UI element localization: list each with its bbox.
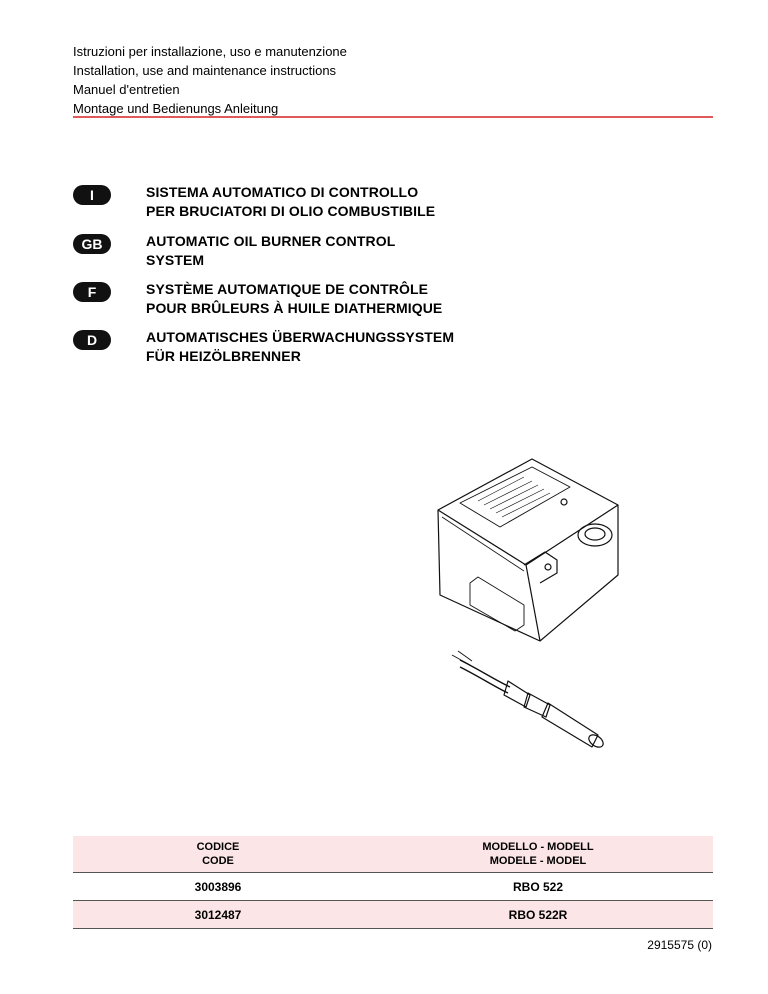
title-line: AUTOMATISCHES ÜBERWACHUNGSSYSTEM: [146, 329, 455, 345]
title-line: SYSTÈME AUTOMATIQUE DE CONTRÔLE: [146, 281, 429, 297]
title-line: FÜR HEIZÖLBRENNER: [146, 348, 301, 364]
language-badge-fr: F: [73, 282, 111, 302]
language-badge-gb: GB: [73, 234, 111, 254]
table-row: [73, 901, 713, 929]
header-text: CODE: [202, 855, 234, 867]
title-line: AUTOMATIC OIL BURNER CONTROL: [146, 233, 396, 249]
title-line: SYSTEM: [146, 252, 205, 268]
product-title-it: [146, 183, 435, 221]
header: [73, 42, 713, 118]
title-line: SISTEMA AUTOMATICO DI CONTROLLO: [146, 184, 419, 200]
product-title-de: [146, 328, 454, 366]
header-line-de: Montage und Bedienungs Anleitung: [73, 101, 279, 116]
header-divider: [73, 116, 713, 118]
column-header-code: [73, 840, 363, 868]
title-line: PER BRUCIATORI DI OLIO COMBUSTIBILE: [146, 203, 436, 219]
burner-control-illustration: [420, 455, 620, 755]
column-header-model: [363, 840, 713, 868]
model-cell: RBO 522R: [508, 907, 568, 922]
document-number: 2915575 (0): [647, 938, 712, 952]
header-text: MODELLO - MODELL: [482, 841, 594, 853]
language-badge-de: D: [73, 330, 111, 350]
header-line-fr: Manuel d'entretien: [73, 82, 180, 97]
table-row: [73, 873, 713, 901]
language-badge-it: I: [73, 185, 111, 205]
code-cell: 3003896: [194, 879, 242, 894]
header-text: MODELE - MODEL: [489, 855, 587, 867]
model-cell: RBO 522: [512, 879, 564, 894]
product-title-fr: [146, 280, 442, 318]
header-text: CODICE: [196, 841, 240, 853]
table-header-row: [73, 836, 713, 873]
code-cell: 3012487: [194, 907, 242, 922]
header-line-en: Installation, use and maintenance instructions: [73, 63, 337, 78]
product-title-gb: [146, 232, 395, 270]
model-code-table: [73, 836, 713, 929]
header-line-it: Istruzioni per installazione, uso e manutenzione: [73, 44, 347, 59]
title-line: POUR BRÛLEURS À HUILE DIATHERMIQUE: [146, 300, 443, 316]
